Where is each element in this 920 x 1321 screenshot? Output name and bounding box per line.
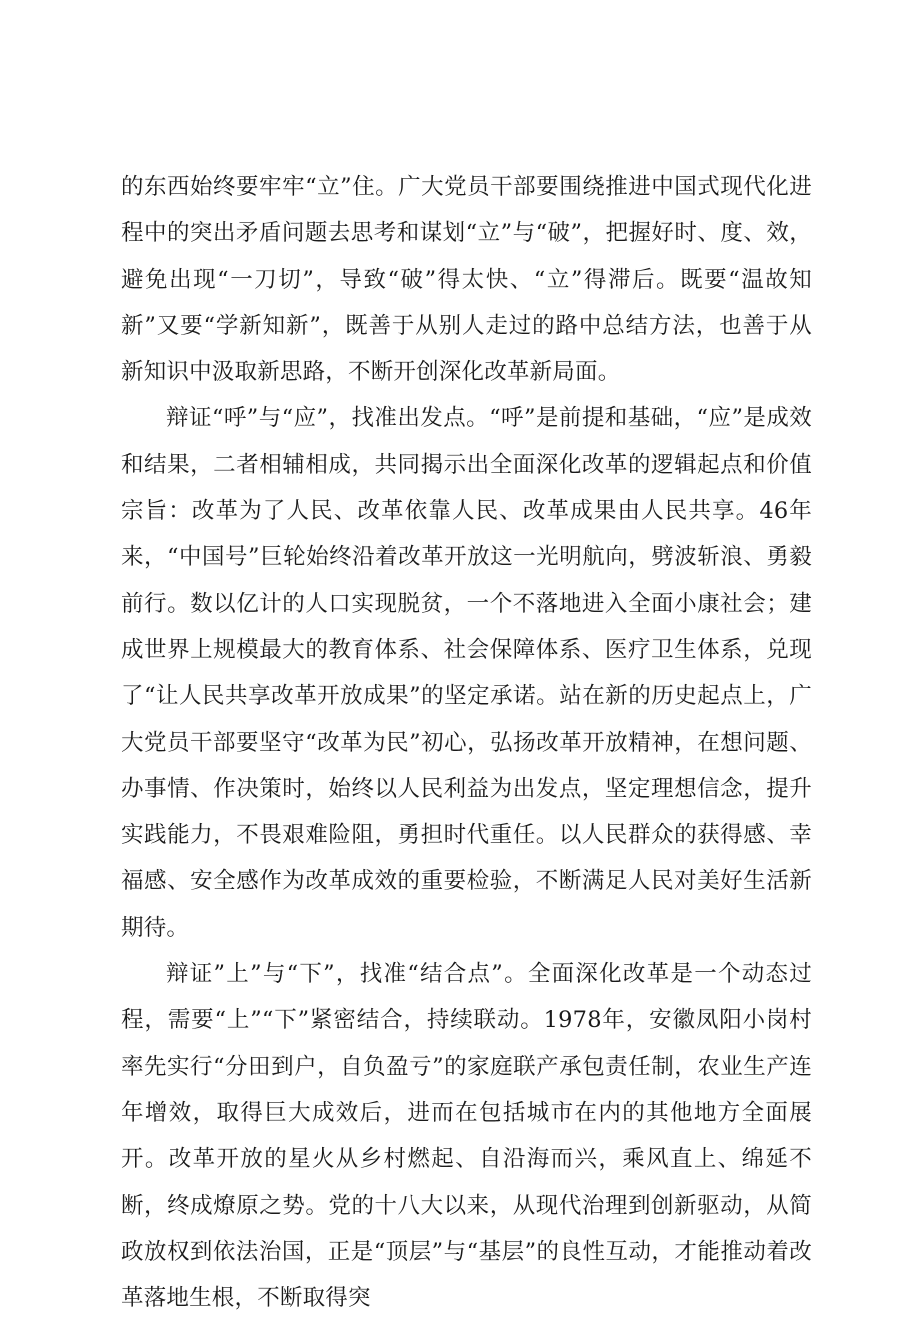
document-body	[121, 164, 812, 1321]
paragraph-hu-ying: 辩证“呼”与“应”，找准出发点。“呼”是前提和基础，“应”是成效和结果，二者相辅相成，共同揭示出全面深化改革的逻辑起点和价值宗旨：改革为了人民、改革依靠人民、改革成果由人民共享。46年来，“中国号”巨轮始终沿着改革开放这一光明航向，劈波斩浪、勇毅前行。数以亿计的人口实现脱贫，一个不落地进入全面小康社会；建成世界上规模最大的教育体系、社会保障体系、医疗卫生体系，兑现了“让人民共享改革开放成果”的坚定承诺。站在新的历史起点上，广大党员干部要坚守“改革为民”初心，弘扬改革开放精神，在想问题、办事情、作决策时，始终以人民利益为出发点，坚定理想信念，提升实践能力，不畏艰难险阻，勇担时代重任。以人民群众的获得感、幸福感、安全感作为改革成效的重要检验，不断满足人民对美好生活新期待。	[121, 405, 812, 941]
paragraph-shang-xia: 辩证”上”与“下”，找准“结合点”。全面深化改革是一个动态过程，需要“上”“下”紧密结合，持续联动。1978年，安徽凤阳小岗村率先实行“分田到户，自负盈亏”的家庭联产承包责任制，农业生产连年增效，取得巨大成效后，进而在包括城市在内的其他地方全面展开。改革开放的星火从乡村燃起、自沿海而兴，乘风直上、绵延不断，终成燎原之势。党的十八大以来，从现代治理到创新驱动，从简政放权到依法治国，正是“顶层”与“基层”的良性互动，才能推动着改革落地生根，不断取得突	[121, 961, 812, 1312]
paragraph-continuation: 的东西始终要牢牢“立”住。广大党员干部要围绕推进中国式现代化进程中的突出矛盾问题去思考和谋划“立”与“破”，把握好时、度、效，避免出现“一刀切”，导致“破”得太快、“立”得滞后。既要“温故知新”又要“学新知新”，既善于从别人走过的路中总结方法，也善于从新知识中汲取新思路，不断开创深化改革新局面。	[121, 174, 812, 386]
